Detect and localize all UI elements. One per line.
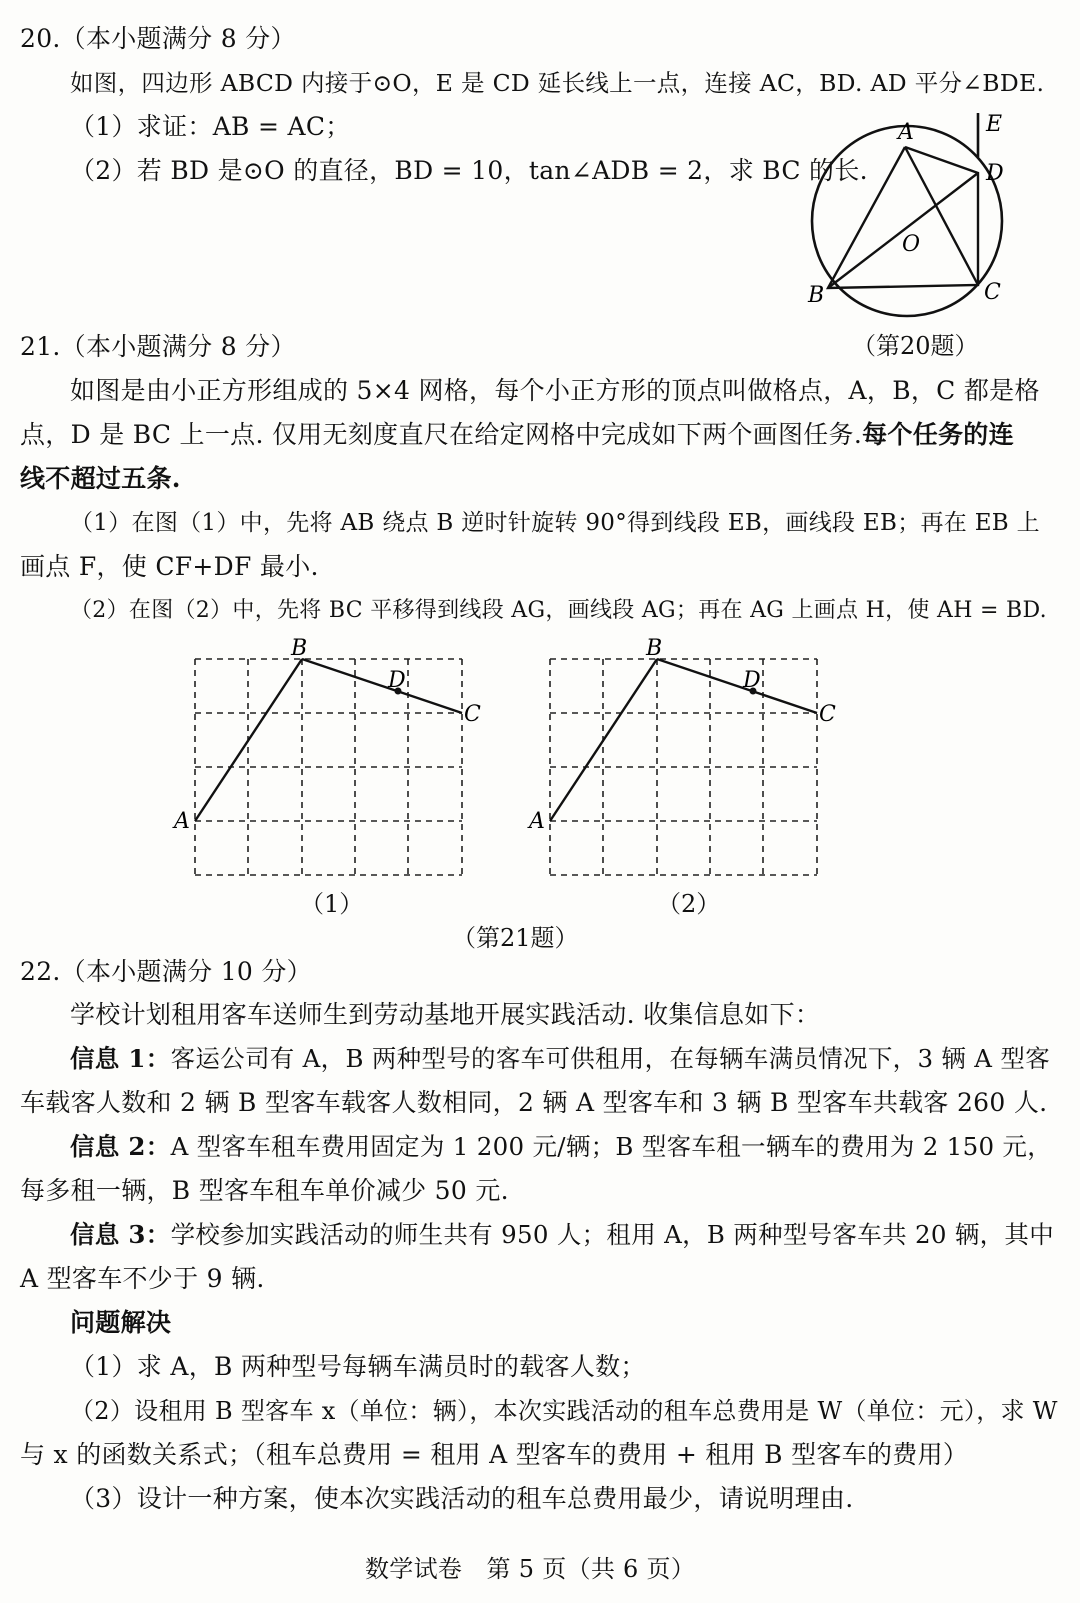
q22-p2-line1: （2）设租用 B 型客车 x（单位：辆），本次实践活动的租车总费用是 W（单位：元），求 W [70, 1397, 1058, 1425]
label-a: A [174, 809, 190, 834]
q22-info3-text: 学校参加实践活动的师生共有 950 人；租用 A，B 两种型号客车共 20 辆，其中 [170, 1220, 1055, 1249]
q20-part1: （1）求证：AB = AC； [70, 112, 351, 141]
q21-stem-line3: 线不超过五条. [20, 464, 181, 493]
q22-info3-line2: A 型客车不少于 9 辆. [20, 1264, 265, 1293]
q22-info2-text: A 型客车租车费用固定为 1 200 元/辆；B 型客车租一辆车的费用为 2 150 元， [170, 1132, 1053, 1161]
q22-p3: （3）设计一种方案，使本次实践活动的租车总费用最少，请说明理由. [70, 1484, 854, 1513]
q21-caption: （第21题） [452, 924, 579, 952]
q22-info2-line2: 每多租一辆，B 型客车租车单价减少 50 元. [20, 1176, 509, 1205]
q22-info1-text: 客运公司有 A，B 两种型号的客车可供租用，在每辆车满员情况下，3 辆 A 型客 [170, 1044, 1050, 1073]
label-d: D [388, 668, 406, 693]
q21-task2: （2）在图（2）中，先将 BC 平移得到线段 AG，画线段 AG；再在 AG 上画点 H，使 AH = BD. [70, 598, 1047, 623]
q22-info1-line1 [70, 1042, 1050, 1076]
q20-part2: （2）若 BD 是⊙O 的直径，BD = 10，tan∠ADB = 2，求 BC 的长. [70, 156, 868, 185]
q20-header: 20.（本小题满分 8 分） [20, 24, 296, 53]
label-d: D [743, 668, 761, 693]
diagonal-bd [828, 173, 978, 288]
label-b: B [291, 636, 308, 661]
label-c: C [819, 702, 836, 727]
q21-stem-line1: 如图是由小正方形组成的 5×4 网格，每个小正方形的顶点叫做格点，A，B，C 都是格 [70, 376, 1040, 405]
q20-circle-figure [790, 105, 1040, 320]
q20-figure-caption: （第20题） [852, 332, 979, 360]
q22-info2-label: 信息 2： [70, 1132, 171, 1161]
q22-header: 22.（本小题满分 10 分） [20, 957, 312, 986]
q22-p2-line2: 与 x 的函数关系式；（租车总费用 = 租用 A 型客车的费用 + 租用 B 型客车的费用） [20, 1440, 969, 1469]
q22-info3-label: 信息 3： [70, 1220, 171, 1249]
q21-stem-line2 [20, 418, 1014, 452]
q21-fig1-caption: （1） [300, 890, 364, 918]
segment-bc [657, 659, 817, 713]
grid-lines [195, 659, 462, 875]
q22-info1-label: 信息 1： [70, 1044, 171, 1073]
label-c: C [464, 702, 481, 727]
page-footer: 数学试卷 第 5 页（共 6 页） [365, 1555, 696, 1583]
q21-stem-bold-a: 每个任务的连 [862, 420, 1014, 449]
label-a: A [898, 120, 914, 145]
q22-info3-line1 [70, 1218, 1054, 1252]
q22-p1: （1）求 A，B 两种型号每辆车满员时的载客人数； [70, 1352, 646, 1381]
grid-lines [550, 659, 817, 875]
label-d: D [986, 161, 1004, 186]
q21-grid-figure-2 [525, 635, 855, 885]
label-b: B [646, 636, 663, 661]
q21-task1-line2: 画点 F，使 CF+DF 最小. [20, 552, 319, 581]
q21-header: 21.（本小题满分 8 分） [20, 332, 296, 361]
q21-fig2-caption: （2） [657, 890, 721, 918]
q22-info2-line1 [70, 1130, 1052, 1164]
quad-abcd [828, 147, 978, 288]
label-o: O [902, 232, 921, 257]
label-e: E [986, 112, 1003, 137]
q21-task1-line1: （1）在图（1）中，先将 AB 绕点 B 逆时针旋转 90°得到线段 EB，画线段 EB；再在 EB 上 [70, 510, 1040, 536]
diagonal-ac [905, 147, 978, 285]
label-a: A [529, 809, 545, 834]
segment-bc [302, 659, 462, 713]
q21-stem-line2-a: 点，D 是 BC 上一点. 仅用无刻度直尺在给定网格中完成如下两个画图任务. [20, 420, 863, 449]
q22-info1-line2: 车载客人数和 2 辆 B 型客车载客人数相同，2 辆 A 型客车和 3 辆 B 型客车共载客 260 人. [20, 1088, 1048, 1117]
q21-grid-figure-1 [170, 635, 500, 885]
q20-stem: 如图，四边形 ABCD 内接于⊙O，E 是 CD 延长线上一点，连接 AC，BD. AD 平分∠BDE. [70, 69, 1045, 97]
label-b: B [808, 283, 825, 308]
q22-problem-heading: 问题解决 [70, 1308, 172, 1337]
q22-intro: 学校计划租用客车送师生到劳动基地开展实践活动. 收集信息如下： [70, 1000, 821, 1029]
label-c: C [984, 280, 1001, 305]
